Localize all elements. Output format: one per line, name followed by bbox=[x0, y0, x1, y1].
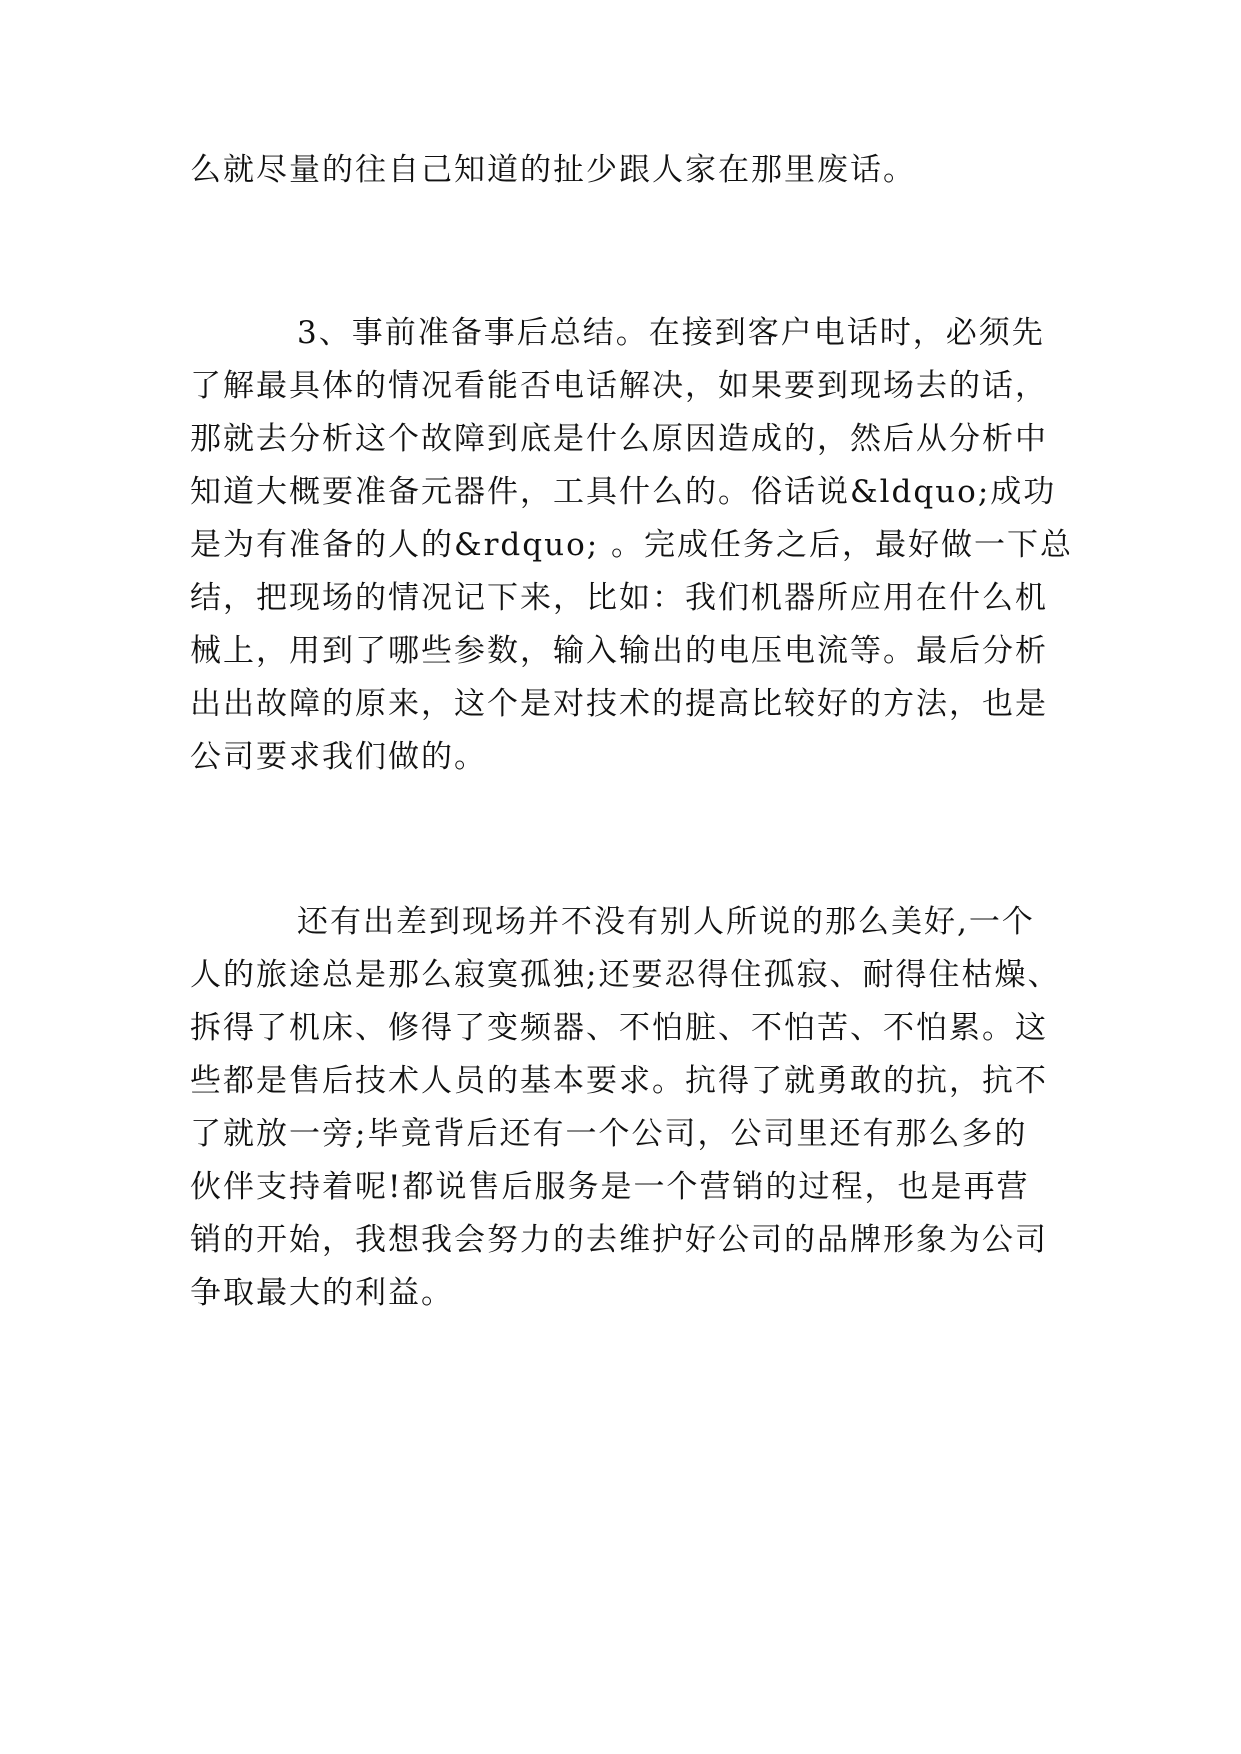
text-line: 是为有准备的人的&rdquo; 。完成任务之后，最好做一下总 bbox=[190, 527, 1074, 563]
text-line: 知道大概要准备元器件，工具什么的。俗话说&ldquo;成功 bbox=[190, 474, 1057, 510]
text-line: 3、事前准备事后总结。在接到客户电话时，必须先 bbox=[297, 315, 1045, 351]
text-line: 人的旅途总是那么寂寞孤独;还要忍得住孤寂、耐得住枯燥、 bbox=[190, 957, 1061, 993]
text-line: 了解最具体的情况看能否电话解决，如果要到现场去的话， bbox=[190, 368, 1048, 404]
text-line: 么就尽量的往自己知道的扯少跟人家在那里废话。 bbox=[190, 152, 916, 188]
text-line: 还有出差到现场并不没有别人所说的那么美好,一个 bbox=[297, 904, 1035, 940]
text-line: 结，把现场的情况记下来，比如：我们机器所应用在什么机 bbox=[190, 580, 1048, 616]
text-line: 公司要求我们做的。 bbox=[190, 739, 487, 775]
text-line: 拆得了机床、修得了变频器、不怕脏、不怕苦、不怕累。这 bbox=[190, 1010, 1048, 1046]
text-line: 出出故障的原来，这个是对技术的提高比较好的方法，也是 bbox=[190, 686, 1048, 722]
text-line: 些都是售后技术人员的基本要求。抗得了就勇敢的抗，抗不 bbox=[190, 1063, 1048, 1099]
text-line: 了就放一旁;毕竟背后还有一个公司，公司里还有那么多的 bbox=[190, 1116, 1028, 1152]
text-line: 那就去分析这个故障到底是什么原因造成的，然后从分析中 bbox=[190, 421, 1048, 457]
text-line: 争取最大的利益。 bbox=[190, 1275, 454, 1311]
text-line: 伙伴支持着呢!都说售后服务是一个营销的过程，也是再营 bbox=[190, 1169, 1030, 1205]
text-line: 销的开始，我想我会努力的去维护好公司的品牌形象为公司 bbox=[190, 1222, 1048, 1258]
text-line: 械上，用到了哪些参数，输入输出的电压电流等。最后分析 bbox=[190, 633, 1048, 669]
